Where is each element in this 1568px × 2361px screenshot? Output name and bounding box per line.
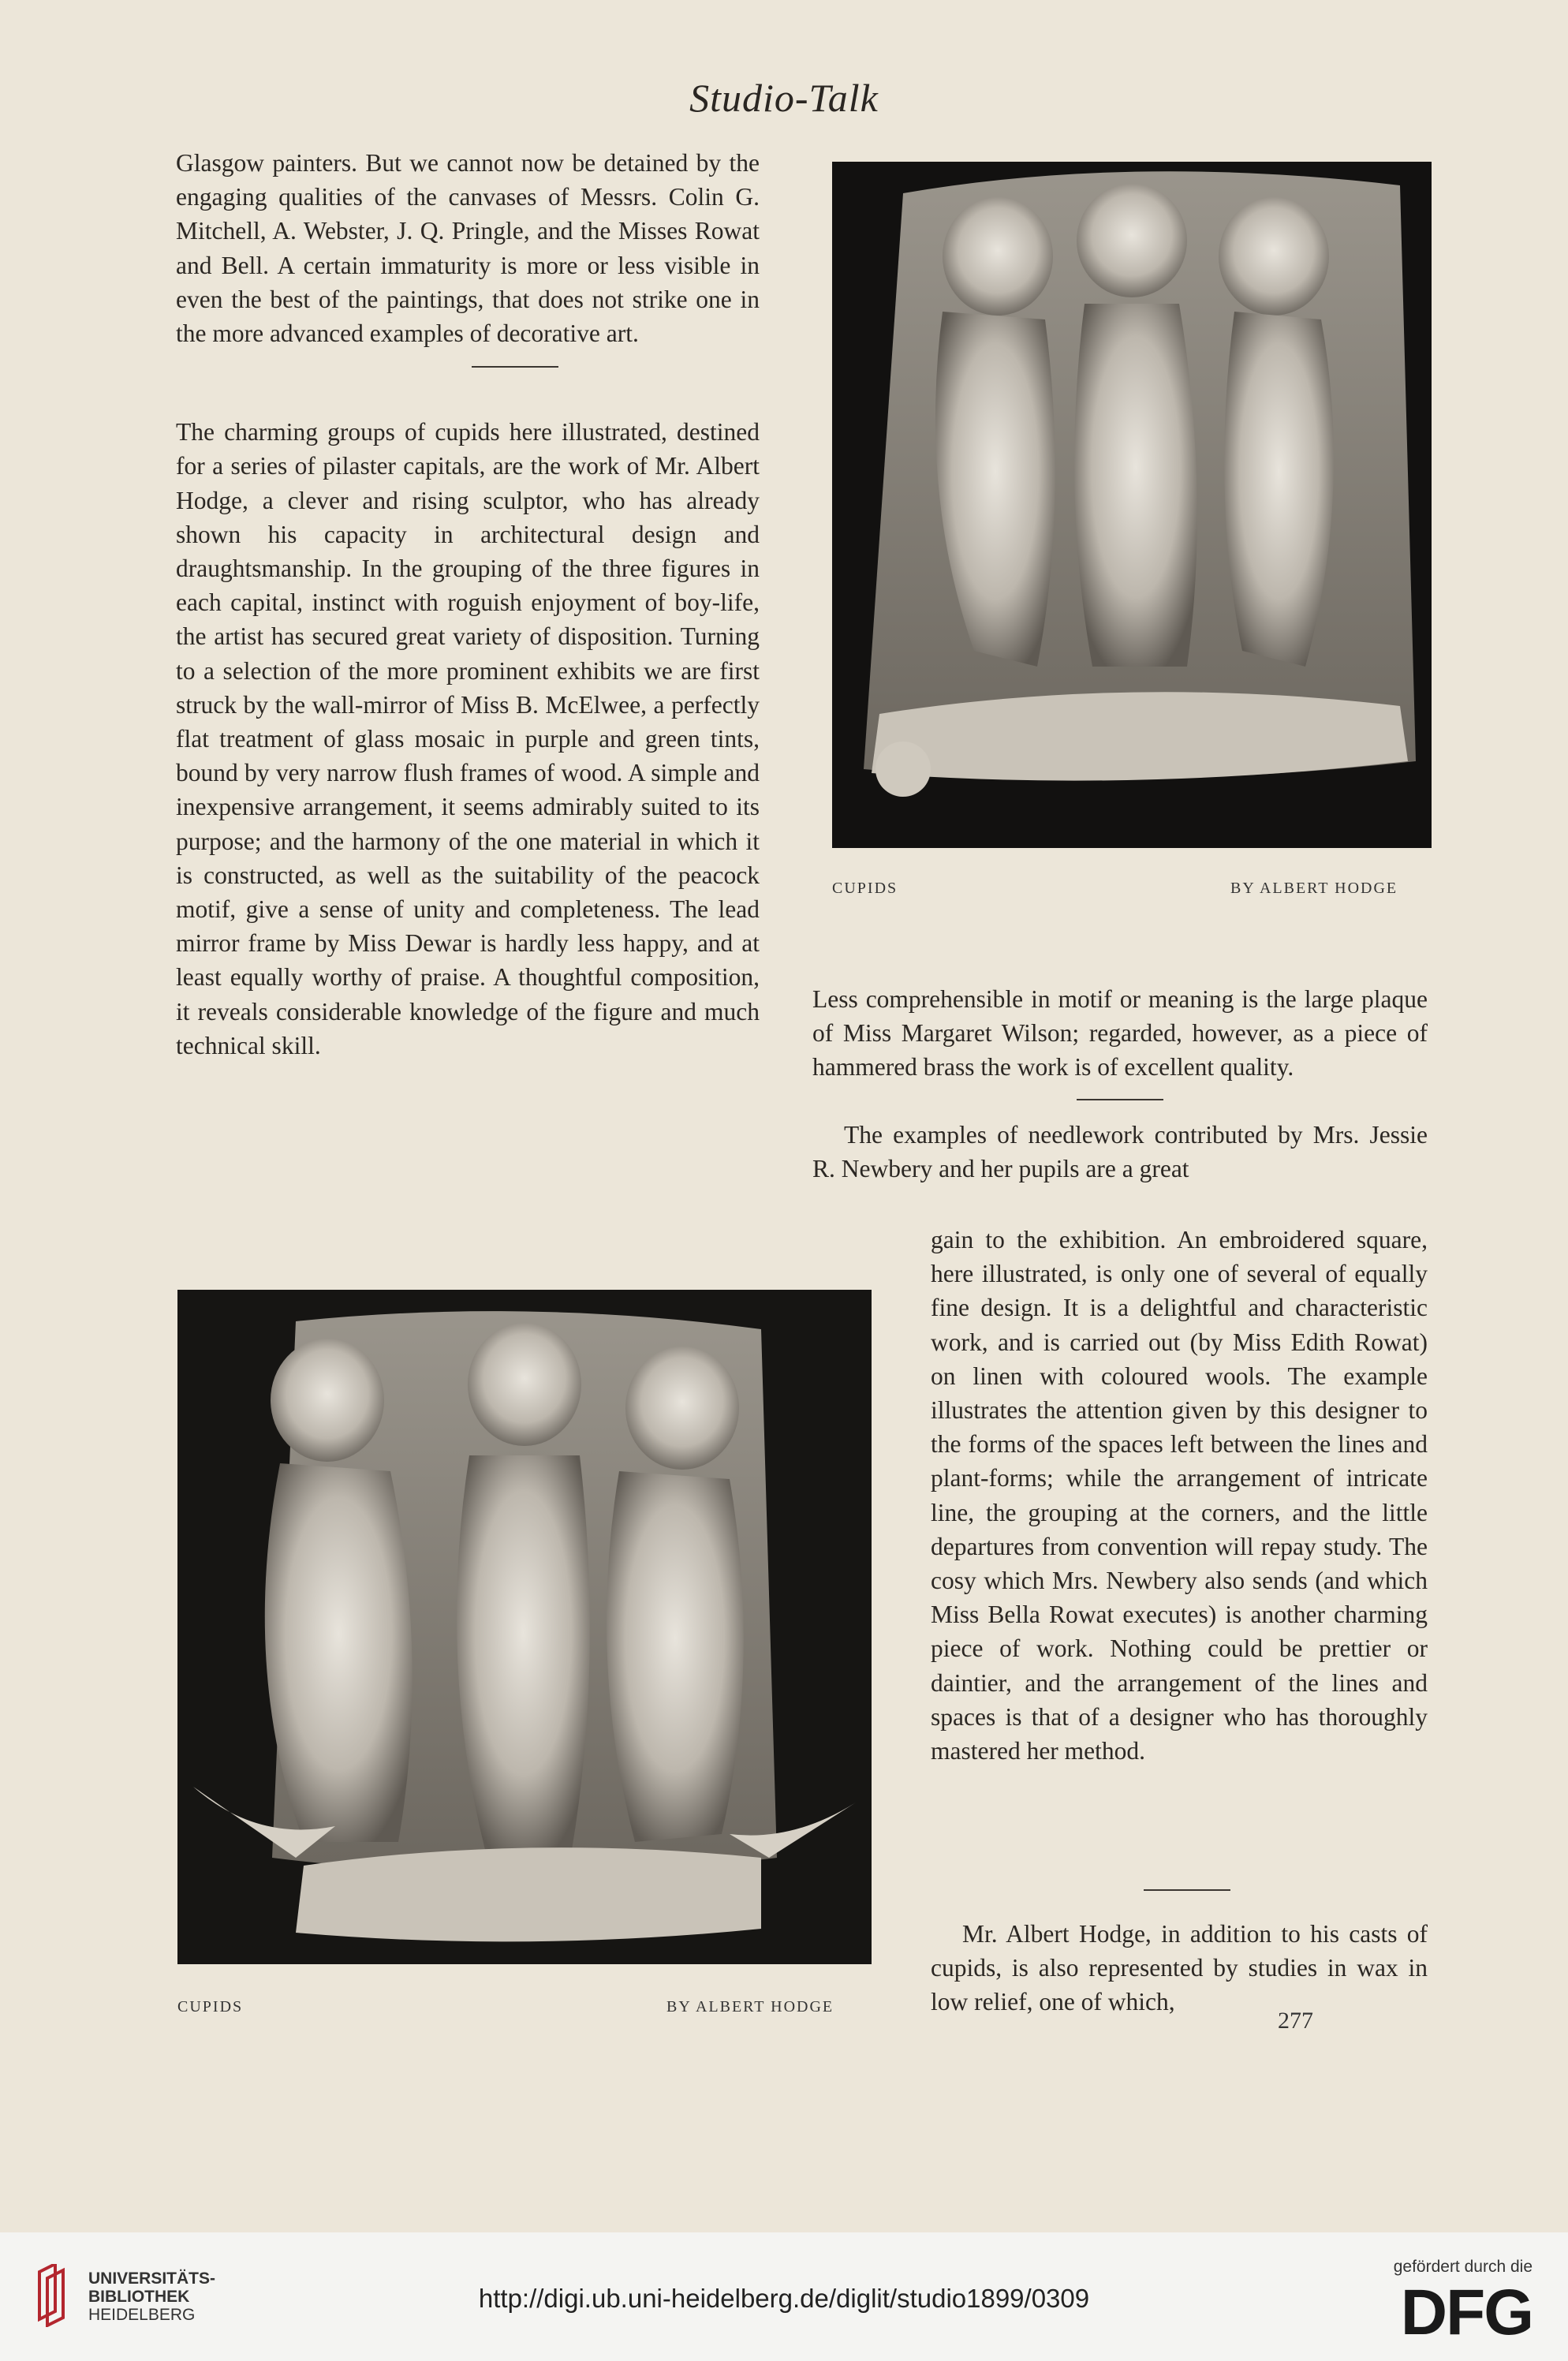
paragraph: Mr. Albert Hodge, in addition to his casts of cupids, is also represented by studies in wax in low relief, one of which,: [931, 1920, 1428, 2016]
section-divider: [1077, 1099, 1163, 1100]
figure-caption-left: CUPIDS: [177, 1998, 244, 2015]
cupids-relief-photo-bottom: [177, 1290, 872, 1964]
section-divider: [1144, 1889, 1230, 1891]
dfg-logo: DFG: [1400, 2277, 1533, 2348]
library-line: BIBLIOTHEK: [88, 2288, 190, 2306]
figure-caption-left: CUPIDS: [832, 880, 898, 897]
paragraph: The charming groups of cupids here illustrated, destined for a series of pilaster capitals, are the work of Mr. Albert Hodge, a clever and rising sculptor, who has already shown his capacity in architectural design and draughtsmanship. In the grouping of the three figures in each capital, instinct with roguish enjoyment of boy-life, the artist has secured great variety of disposition. Turning to a selection of the more prominent exhibits we are first struck by the wall-mirror of Miss B. McElwee, a perfectly flat treatment of glass mosaic in purple and green tints, bound by very narrow flush frames of wood. A simple and inexpensive arrangement, it seems admirably suited to its purpose; and the harmony of the one material in which it is constructed, as well as the suitability of the peacock motif, give a sense of unity and completeness. The lead mirror frame by Miss Dewar is hardly less happy, and at least equally worthy of praise. A thoughtful composition, it reveals considerable knowledge of the figure and much technical skill.: [176, 418, 760, 1059]
running-header: Studio-Talk: [689, 76, 879, 120]
section-divider: [472, 366, 558, 368]
left-column: [176, 146, 760, 1063]
source-url[interactable]: http://digi.ub.uni-heidelberg.de/diglit/studio1899/0309: [478, 2284, 1090, 2313]
paragraph: gain to the exhibition. An embroidered square, here illustrated, is only one of several of equally fine design. It is a delightful and characteristic work, and is carried out (by Miss Edith Rowat) on linen with coloured wools. The example illustrates the attention given by this designer to the forms of the spaces left between the lines and plant-forms; while the arrangement of intricate line, the grouping at the corners, and the little departures from convention will repay study. The cosy which Mrs. Newbery also sends (and which Miss Bella Rowat executes) is another charming piece of work. Nothing could be prettier or daintier, and the arrangement of the lines and spaces is that of a designer who has thoroughly mastered her method.: [931, 1226, 1428, 1765]
library-line: HEIDELBERG: [88, 2306, 196, 2324]
right-column-top: [812, 982, 1428, 1186]
page-number: 277: [1278, 2008, 1313, 2034]
funder-caption: gefördert durch die: [1393, 2258, 1533, 2276]
paragraph: Less comprehensible in motif or meaning is the large plaque of Miss Margaret Wilson; regarded, however, as a piece of hammered brass the work is of excellent quality.: [812, 985, 1428, 1082]
right-column-narrow: [931, 1223, 1428, 1768]
paragraph: Glasgow painters. But we cannot now be detained by the engaging qualities of the canvases of Messrs. Colin G. Mitchell, A. Webster, J. Q. Pringle, and the Misses Rowat and Bell. A certain immaturity is more or less visible in even the best of the paintings, that does not strike one in the more advanced examples of decorative art.: [176, 149, 760, 348]
cupids-relief-photo-top: [832, 162, 1432, 848]
figure-caption-right: BY ALBERT HODGE: [666, 1998, 834, 2015]
library-line: UNIVERSITÄTS-: [88, 2269, 216, 2288]
right-column-bottom: [931, 1917, 1428, 2019]
paragraph: The examples of needlework contributed by Mrs. Jessie R. Newbery and her pupils are a great: [812, 1120, 1428, 1182]
figure-caption-right: BY ALBERT HODGE: [1230, 880, 1398, 897]
